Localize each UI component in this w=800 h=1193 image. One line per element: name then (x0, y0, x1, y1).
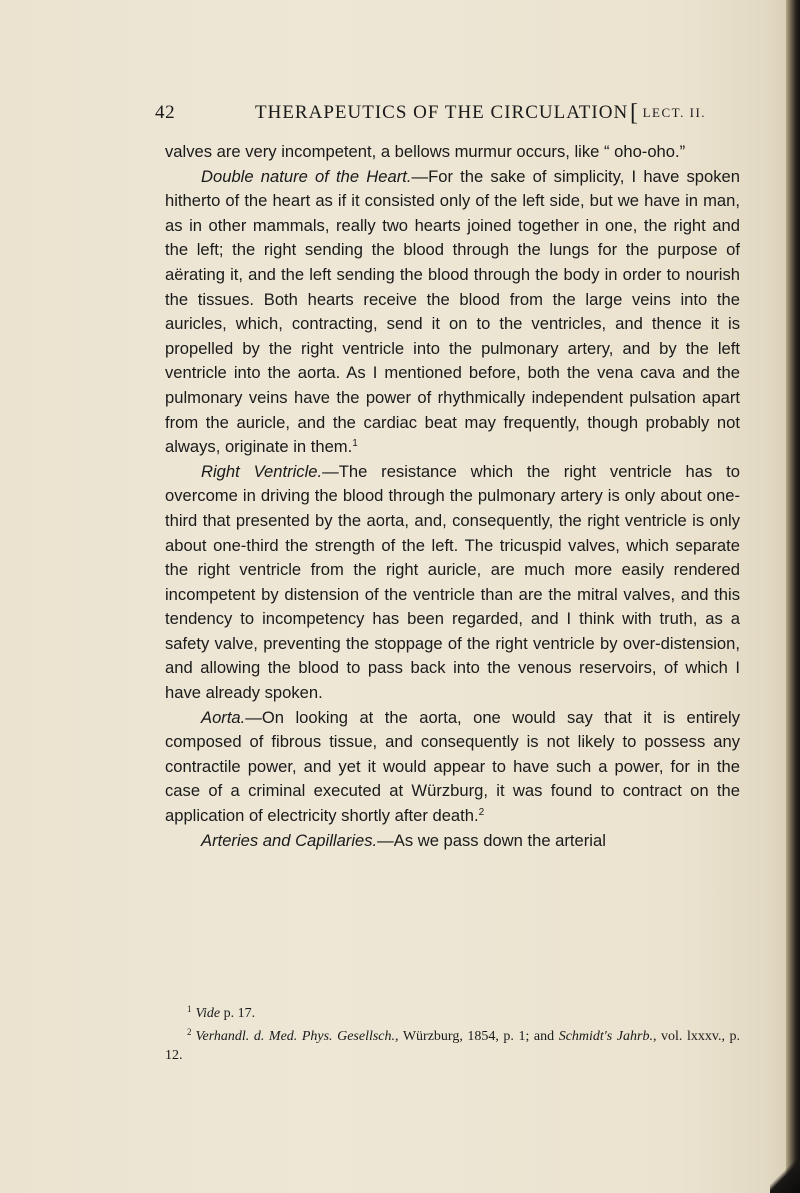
footnote-italic: Vide (195, 1006, 221, 1021)
page-header (155, 102, 755, 134)
section-heading: Right Ventricle. (201, 461, 323, 481)
section-heading: Arteries and Capillaries. (201, 830, 378, 850)
footnote-mark: 2 (187, 1027, 192, 1037)
section-heading: Double nature of the Heart. (201, 166, 412, 186)
footnote-mark: 1 (187, 1004, 192, 1014)
footnote-reference: 2 (478, 807, 485, 819)
footnote-italic: Verhandl. d. Med. Phys. Gesellsch. (195, 1029, 396, 1044)
footnote-text: , Würzburg, 1854, p. 1; and (395, 1029, 555, 1044)
paragraph-continuation (165, 140, 740, 165)
paragraph-arteries (165, 829, 740, 854)
paragraph-text: valves are very incompetent, a bellows murmur occurs, like “ oho-oho.” (165, 142, 686, 161)
book-spine-shadow (786, 0, 800, 1193)
running-title: THERAPEUTICS OF THE CIRCULATION (255, 102, 629, 123)
lecture-reference (630, 100, 706, 127)
footnote-text-continued: , vol. lxxxv., p. 12. (165, 1029, 740, 1063)
footnote-text: p. 17. (220, 1006, 256, 1021)
page-corner-shadow (770, 1153, 800, 1193)
paragraph-text: —On looking at the aorta, one would say that it is entirely composed of fibrous tissue, and consequently is not likely to possess any contractile power, and yet it would appear to have such a power, for in the case of a criminal executed at Würzburg, it was found to contract on the application of electricity shortly after death. (165, 707, 740, 826)
paragraph-text: —As we pass down the arterial (377, 830, 606, 850)
footnote-1 (165, 1000, 740, 1023)
paragraph-text: —For the sake of simplicity, I have spoken hitherto of the heart as if it consisted only of the left side, but we have in man, as in other mammals, really two hearts joined together in one, the right and the left; the right sending the blood through the lungs for the purpose of aërating it, and the left sending the blood through the body in order to nourish the tissues. Both hearts receive the blood from the large veins into the auricles, which, contracting, send it on to the ventricles, and thence it is propelled by the right ventricle into the pulmonary artery, and by the left ventricle into the aorta. As I mentioned before, both the vena cava and the pulmonary veins have the power of rhythmically independent pulsation apart from the auricle, and the cardiac beat may frequently, though probably not always, originate in them. (165, 166, 741, 457)
body-text (165, 140, 740, 853)
lecture-label: LECT. II. (642, 105, 707, 120)
footnote-2 (165, 1023, 740, 1065)
footnote-reference: 1 (352, 438, 358, 450)
footnotes (165, 1000, 740, 1065)
section-heading: Aorta. (201, 707, 246, 727)
paragraph-text: —The resistance which the right ventricle has to overcome in driving the blood through the pulmonary artery is only about one-third that presented by the aorta, and, consequently, the right ventricle is only about one-third the strength of the left. The tricuspid valves, which separate the right ventricle from the right auricle, are much more easily rendered incompetent by distension of the ventricle than are the mitral valves, and this tendency to incompetency has been regarded, and I think with truth, as a safety valve, preventing the stoppage of the right ventricle by over-distension, and allowing the blood to pass back into the venous reservoirs, of which I have already spoken. (165, 461, 740, 703)
lecture-bracket: [ (630, 100, 639, 126)
paragraph-right-ventricle (165, 460, 740, 706)
paragraph-aorta (165, 706, 740, 829)
footnote-italic-continued: Schmidt's Jahrb. (558, 1029, 653, 1044)
page-number: 42 (155, 102, 176, 123)
paragraph-double-nature (165, 165, 740, 460)
